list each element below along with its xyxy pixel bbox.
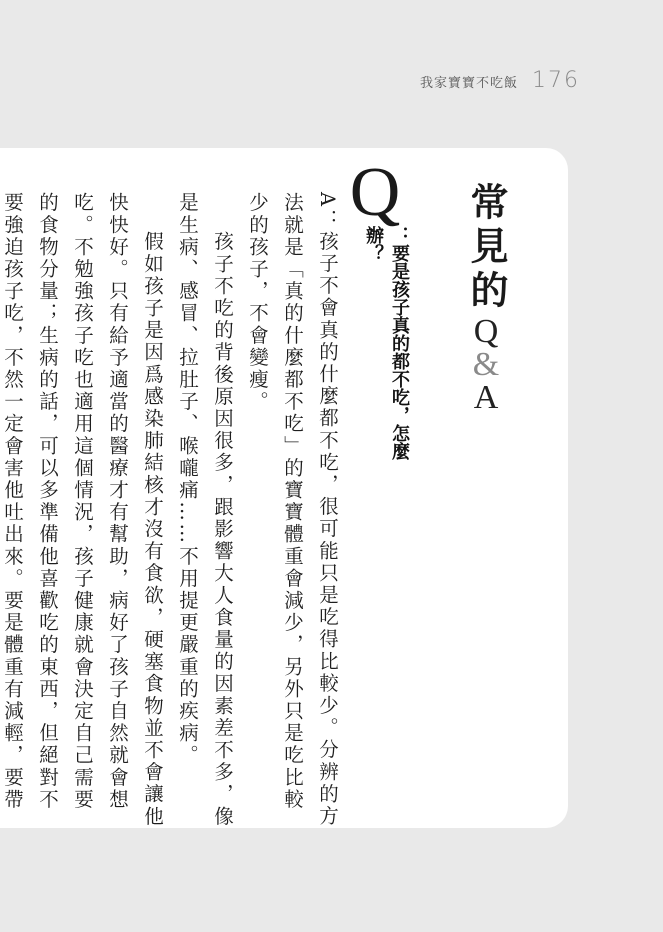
book-title: 我家寶寶不吃飯 xyxy=(420,76,519,91)
section-title xyxy=(462,182,510,416)
question-marker: Q xyxy=(349,154,401,231)
answer-paragraph: 假如孩子是因爲感染肺結核才沒有食欲，硬塞食物並不會讓他快快好。只有給予適當的醫療才有幫助，病好了孩子自然就會想吃。不勉強孩子吃也適用這個情況，孩子健康就會決定自己需要的食物分量；生病的話，可以多準備他喜歡吃的東西，但絕對不要強迫孩子吃，不然一定會害他吐出來。要是體重有減輕，要帶 xyxy=(1,192,164,828)
section-title-ampersand: & xyxy=(472,346,500,383)
running-head xyxy=(420,68,580,93)
page-number: 176 xyxy=(532,68,581,93)
section-title-cjk: 常見的 xyxy=(464,182,509,314)
answer-paragraph: 孩子不吃的背後原因很多，跟影響大人食量的因素差不多，像是生病、感冒、拉肚子、喉嚨痛……不用提更嚴重的疾病。 xyxy=(176,192,234,828)
section-title-q: Q xyxy=(473,313,499,350)
answer-paragraph: A：孩子不會真的什麼都不吃，很可能只是吃得比較少。分辨的方法就是「真的什麼都不吃」的寶寶體重會減少，另外只是吃比較少的孩子，不會變瘦。 xyxy=(246,192,339,828)
answer-body xyxy=(0,192,345,832)
question-text: ：要是孩子真的都不吃，怎麼辦？ xyxy=(363,226,410,460)
section-title-a: A xyxy=(473,379,499,416)
